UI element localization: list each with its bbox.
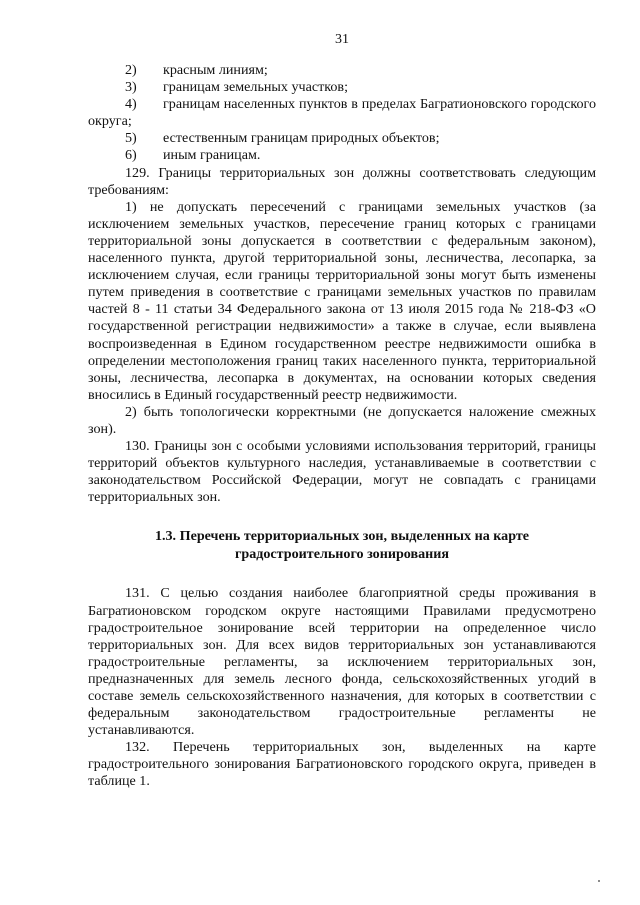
list-item-number: 2) bbox=[125, 62, 137, 78]
paragraph-132: 132. Перечень территориальных зон, выделенных на карте градостроительного зонирования Багратионовского городского округа, приведен в таблице 1. bbox=[88, 739, 596, 790]
list-item-number: 5) bbox=[125, 130, 137, 147]
list-item-text: границам населенных пунктов в пределах Багратионовского городского округа; bbox=[88, 96, 596, 130]
list-item-text: границам земельных участков; bbox=[163, 79, 349, 96]
list-item-text: иным границам. bbox=[163, 147, 261, 164]
page-number: 31 bbox=[335, 32, 349, 47]
paragraph-131: 131. С целью создания наиболее благоприятной среды проживания в Багратионовском городском округе настоящими Правилами предусмотрено градостроительное зонирование всей территории на определенное число территориальных зон. Для всех видов территориальных зон устанавливаются градостроительные регламенты, за исключением территориальных зон, предназначенных для земель лесного фонда, сельскохозяйственных угодий в составе земель сельскохозяйственного назначения, для которых в соответствии с федеральным законодательством градостроительные регламенты не устанавливаются. bbox=[88, 585, 596, 739]
section-heading bbox=[88, 528, 596, 563]
requirement-2: 2) быть топологически корректными (не допускается наложение смежных зон). bbox=[88, 403, 596, 437]
list-item bbox=[88, 79, 596, 96]
list-item-number: 6) bbox=[125, 147, 137, 164]
scan-speck bbox=[598, 880, 600, 882]
list-item bbox=[88, 130, 596, 147]
list-item-wrapped bbox=[88, 96, 596, 130]
document-body bbox=[88, 62, 596, 791]
paragraph-130: 130. Границы зон с особыми условиями использования территорий, границы территорий объектов культурного наследия, устанавливаемые в соответствии с законодательством Российской Федерации, могут не совпадать с границами территориальных зон. bbox=[88, 438, 596, 506]
paragraph-129: 129. Границы территориальных зон должны соответствовать следующим требованиям: bbox=[88, 164, 596, 198]
list-item-number: 4) bbox=[125, 96, 137, 113]
section-heading-line-1: 1.3. Перечень территориальных зон, выделенных на карте bbox=[154, 528, 530, 545]
requirement-1: 1) не допускать пересечений с границами земельных участков (за исключением земельных участков, пересечение границ которых с границами территориальной зоны допускается в соответствии с федеральным законом), населенного пункта, другой территориальной зоны, лесничества, лесопарка, за исключением случая, если границы территориальной зоны могут быть изменены путем приведения в соответствие с границами земельных участков по правилам частей 8 - 11 статьи 34 Федерального закона от 13 июля 2015 года № 218-ФЗ «О государственной регистрации недвижимости» а также в случае, если выявлена воспроизведенная в Едином государственном реестре недвижимости ошибка в определении местоположения границ таких населенного пункта, территориальной зоны, лесничества, лесопарка в документах, на основании которых сведения вносились в Единый государственный реестр недвижимости. bbox=[88, 198, 596, 403]
section-heading-line-2: градостроительного зонирования bbox=[234, 545, 450, 562]
list-item-number: 3) bbox=[125, 79, 137, 96]
list-item-text: естественным границам природных объектов; bbox=[163, 130, 440, 147]
list-item-text: красным линиям; bbox=[163, 62, 268, 78]
list-item bbox=[88, 62, 596, 79]
list-item bbox=[88, 147, 596, 164]
document-page bbox=[88, 0, 596, 905]
